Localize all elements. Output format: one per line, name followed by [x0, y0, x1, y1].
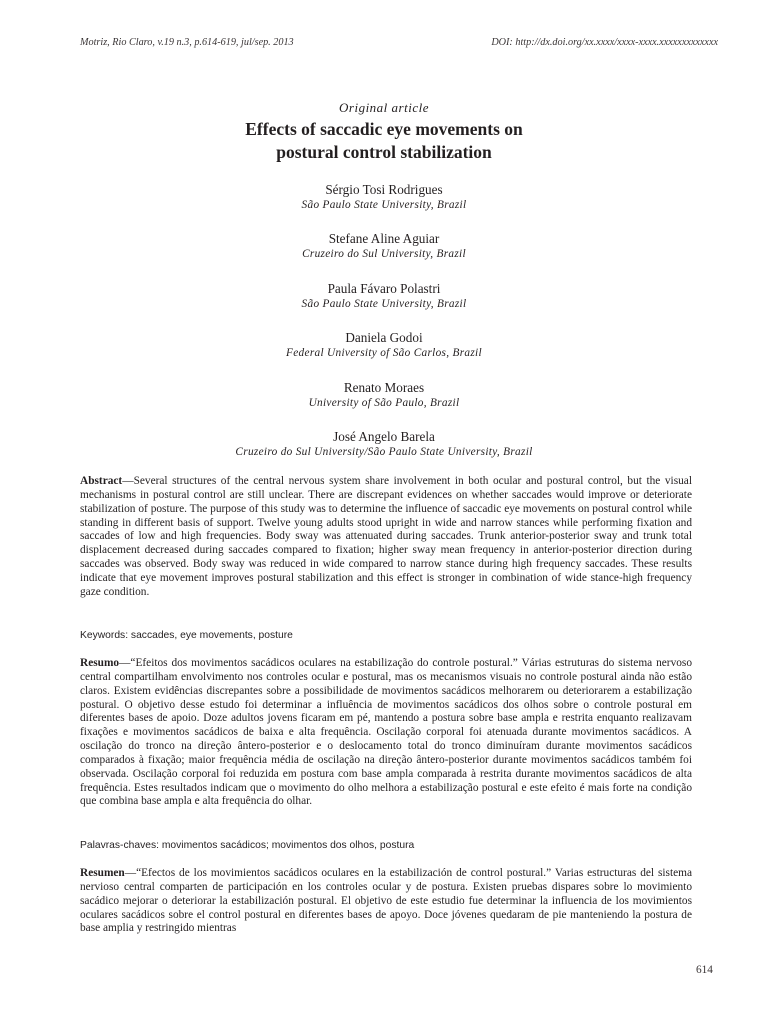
article-type: Original article	[339, 100, 429, 115]
author-entry	[0, 181, 768, 230]
resumo-label: Resumo	[80, 657, 120, 669]
resumen-text: —“Efectos de los movimientos sacádicos oculares en la estabilización de control postural.” Varias estructuras del sistema nervioso central comparten de participación en los controles ocular y de postura. Existen pruebas dispares sobre lo movimiento sacádico mejorar o deteriorar la estabilización postural. El objetivo de este estudio fue determinar la influencia de los movimientos oculares sacádicos sobre el control postural en diferentes bases de apoyo. Doce jóvenes quedaram de pie manteniendo la postura de base amplia y restringido mientras	[80, 867, 692, 935]
title-block	[0, 100, 768, 164]
author-entry	[0, 379, 768, 428]
running-head	[80, 37, 718, 48]
author-name: Stefane Aline Aguiar	[328, 231, 440, 247]
author-name: Sérgio Tosi Rodrigues	[325, 182, 443, 197]
resumo-paragraph	[80, 657, 692, 809]
author-name: Renato Moraes	[343, 379, 425, 395]
author-affiliation: São Paulo State University, Brazil	[301, 297, 467, 310]
keywords: Keywords: saccades, eye movements, posture	[80, 630, 293, 641]
abstract-text: —Several structures of the central nervous system share involvement in both ocular and postural control, but the visual mechanisms in postural control are still unclear. There are discrepant evidences on whether saccades would improve or deteriorate stabilization of posture. The purpose of this study was to determine the influence of saccadic eye movements on postural control while standing in different basis of support. Twelve young adults stood upright in wide and narrow stances while performing fixation and saccades of low and high frequencies. Body sway was attenuated during saccades. Trunk anterior-posterior sway and trunk total displacement decreased during saccades compared to fixation; higher sway mean frequency in anterior-posterior direction during saccades was observed. Body sway was reduced in wide compared to narrow stance during high frequency saccades. These results indicate that eye movement improves postural stabilization and this effect is stronger in combination of wide stance-high frequency gaze condition.	[80, 475, 692, 598]
doi-link[interactable]: DOI: http://dx.doi.org/xx.xxxx/xxxx-xxxx.xxxxxxxxxxxxx	[491, 37, 718, 48]
author-entry	[0, 428, 768, 477]
author-name: José Angelo Barela	[333, 428, 435, 444]
author-entry	[0, 230, 768, 279]
journal-citation: Motriz, Rio Claro, v.19 n.3, p.614-619, jul/sep. 2013	[80, 37, 294, 48]
abstract-label: Abstract	[80, 475, 123, 487]
author-entry	[0, 329, 768, 378]
author-affiliation: Cruzeiro do Sul University, Brazil	[302, 248, 466, 261]
author-entry	[0, 280, 768, 329]
resumo-text: —“Efeitos dos movimentos sacádicos oculares na estabilização do controle postural.” Várias estruturas do sistema nervoso central compartilham envolvimento nos controles ocular e postural, mas os mecanismos visuais no controle postural ainda não estão claros. Existem evidências discrepantes sobre a possibilidade de movimentos sacádicos melhorarem ou deteriorarem a estabilização postural. O objetivo desse estudo foi determinar a influência de movimentos sacádicos dos olhos sobre o controle postural em diferentes bases de apoio. Doze adultos jovens ficaram em pé, mantendo a postura sobre base ampla e restrita enquanto realizavam fixações e movimentos sacádicos de baixa e alta frequência. Oscilação corporal foi atenuada durante movimentos sacádicos. A oscilação do tronco na direção ântero-posterior e o deslocamento total do tronco diminuíram durante movimentos sacádicos comparados à fixação; maior frequência média de oscilação na direção ântero-posterior durante movimentos sacádicos também foi observada. Oscilação corporal foi reduzida em postura com base ampla comparada à restrita durante movimentos sacádicos de alta frequência. Estes resultados indicam que o movimento do olho melhora a estabilização postural e este efeito é mais forte na condição que combina base ampla e alta frequência do olhar.	[80, 657, 692, 808]
article-title	[0, 118, 768, 164]
author-affiliation: Cruzeiro do Sul University/São Paulo State University, Brazil	[235, 445, 533, 458]
author-name: Paula Fávaro Polastri	[327, 280, 441, 296]
title-line-2: postural control stabilization	[276, 142, 492, 162]
abstract-paragraph	[80, 475, 692, 600]
palavras-chaves: Palavras-chaves: movimentos sacádicos; movimentos dos olhos, postura	[80, 840, 415, 851]
author-affiliation: São Paulo State University, Brazil	[301, 199, 467, 211]
author-affiliation: University of São Paulo, Brazil	[308, 396, 460, 409]
author-list	[0, 181, 768, 477]
resumen-paragraph	[80, 867, 692, 936]
author-name: Daniela Godoi	[345, 330, 423, 346]
title-line-1: Effects of saccadic eye movements on	[245, 119, 523, 139]
resumen-label: Resumen	[80, 867, 125, 879]
author-affiliation: Federal University of São Carlos, Brazil	[286, 347, 482, 360]
page-number: 614	[696, 964, 713, 976]
